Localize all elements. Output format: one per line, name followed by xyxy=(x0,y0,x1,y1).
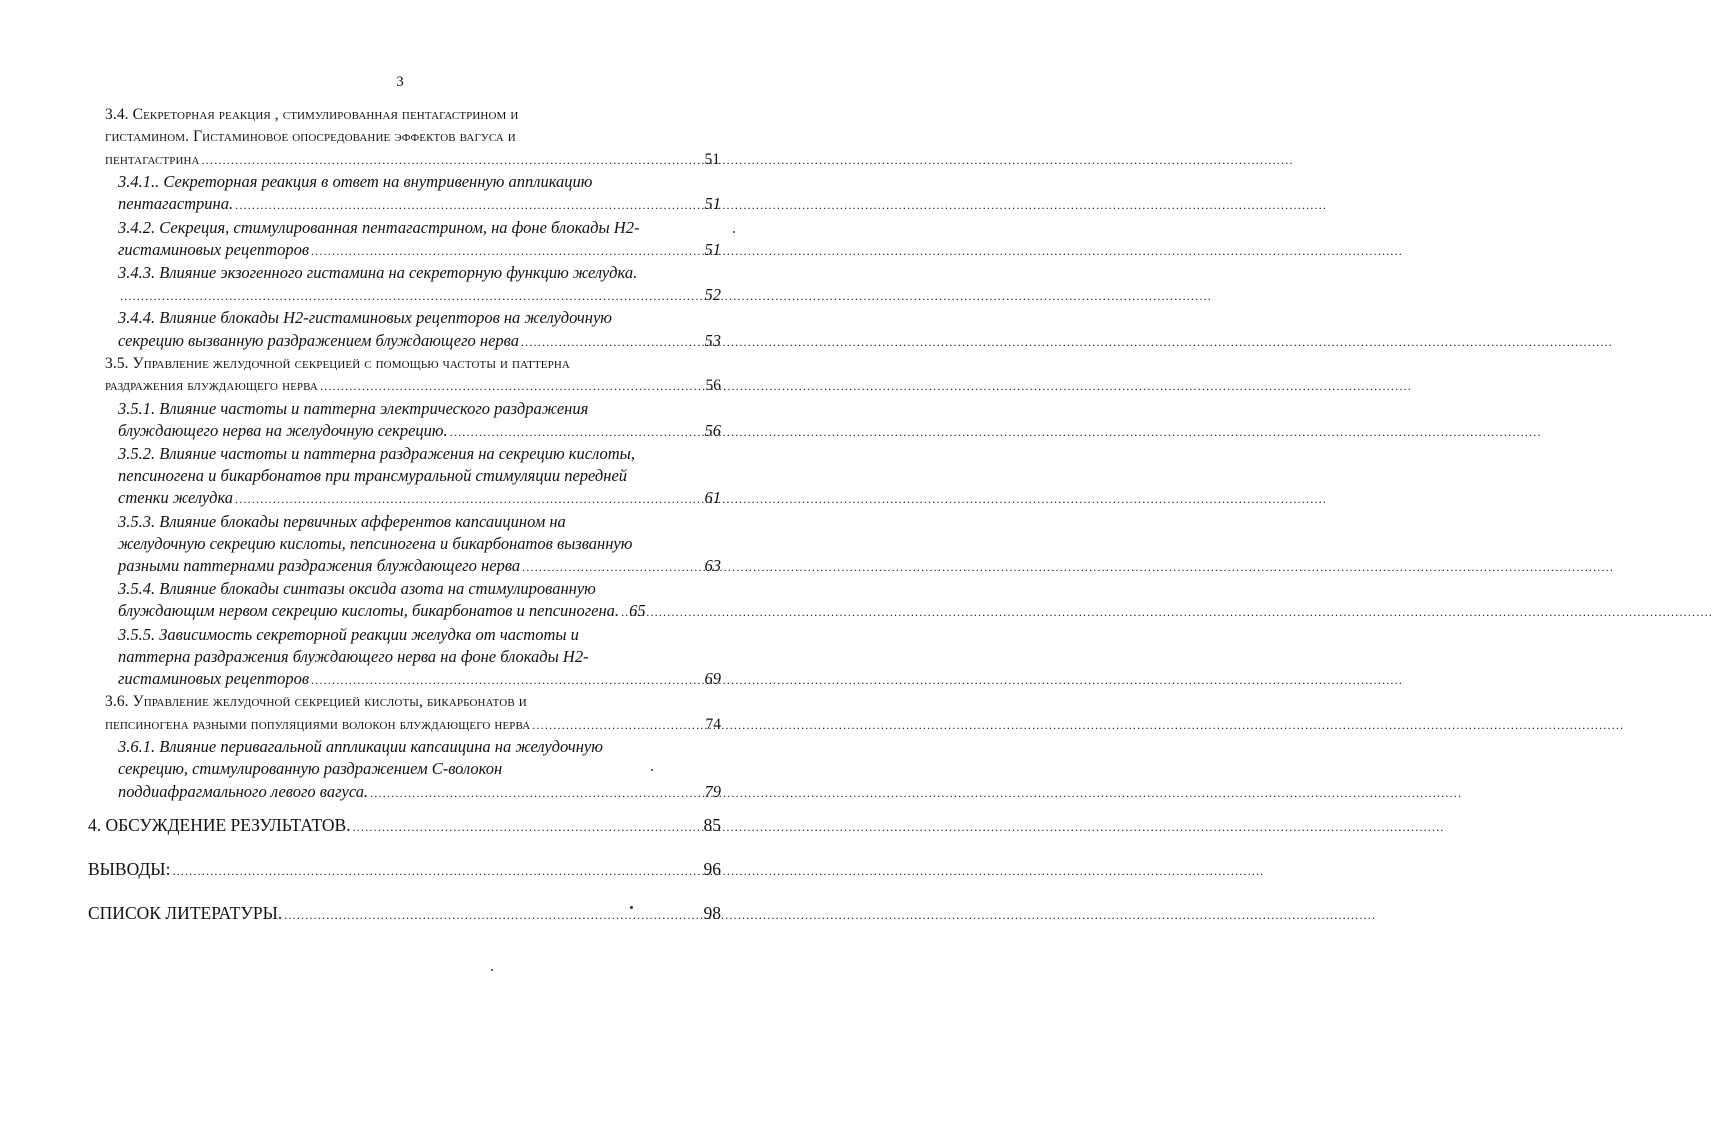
toc-entry-text: секрецию, стимулированную раздражением С-волокон xyxy=(118,759,503,779)
scan-speck xyxy=(651,769,653,771)
toc-entry-text: пентагастрина xyxy=(105,150,200,168)
toc-entry-text: СПИСОК ЛИТЕРАТУРЫ. xyxy=(88,903,283,924)
toc-page-number: 56 xyxy=(705,377,721,395)
toc-entry-text: 3.6. Управление желудочной секрецией кислоты, бикарбонатов и xyxy=(105,693,527,711)
dot-leader xyxy=(450,421,703,443)
scan-speck xyxy=(491,969,493,971)
dot-leader xyxy=(172,860,701,882)
toc-entry-text: гистамином. Гистаминовое опосредование эффектов вагуса и xyxy=(105,128,516,146)
toc-entry-3-4[interactable] xyxy=(105,104,720,171)
toc-entry-3-5[interactable] xyxy=(105,353,721,398)
toc-entry-4[interactable] xyxy=(88,814,721,838)
toc-page-number: 79 xyxy=(704,781,721,801)
toc-entry-text: ВЫВОДЫ: xyxy=(88,858,171,879)
toc-entry-3-6[interactable] xyxy=(105,691,721,736)
toc-entry-text: раздражения блуждающего нерва xyxy=(105,377,318,395)
toc-entry-text: 3.5.1. Влияние частоты и паттерна электрического раздражения xyxy=(118,398,589,418)
toc-entry-3-4-3[interactable] xyxy=(118,262,721,307)
toc-entry-text: 3.5.5. Зависимость секреторной реакции желудка от частоты и xyxy=(118,624,579,644)
toc-entry-3-5-5[interactable] xyxy=(118,624,721,692)
toc-entry-3-5-2[interactable] xyxy=(118,443,721,511)
toc-entry-text: 3.5.3. Влияние блокады первичных афферентов капсаицином на xyxy=(118,511,566,531)
toc-page-number: 51 xyxy=(704,239,721,259)
toc-entry-text: 3.4. Секреторная реакция , стимулированная пентагастрином и xyxy=(105,106,519,123)
toc-entry-3-4-2[interactable] xyxy=(118,217,721,262)
scan-speck xyxy=(733,231,735,233)
toc-entry-references[interactable] xyxy=(88,902,721,926)
dot-leader xyxy=(311,669,702,691)
dot-leader xyxy=(311,240,702,262)
toc-entry-text: 3.4.2. Секреция, стимулированная пентагастрином, на фоне блокады Н2- xyxy=(118,217,640,237)
dot-leader xyxy=(521,331,703,353)
toc-entry-text: 4. ОБСУЖДЕНИЕ РЕЗУЛЬТАТОВ. xyxy=(88,814,351,835)
dot-leader xyxy=(621,601,627,623)
toc-entry-text: 3.5. Управление желудочной секрецией с помощью частоты и паттерна xyxy=(105,354,570,372)
toc-page-number: 69 xyxy=(704,669,721,689)
toc-page-number: 52 xyxy=(704,285,721,305)
toc-page-number: 51 xyxy=(704,194,721,214)
toc-entry-text: гистаминовых рецепторов xyxy=(118,239,310,259)
toc-page-number: 61 xyxy=(704,488,721,508)
toc-entry-text: разными паттернами раздражения блуждающего нерва xyxy=(118,556,521,576)
toc-entry-3-4-4[interactable] xyxy=(118,307,721,352)
toc-page-number: 98 xyxy=(703,903,721,924)
dot-leader xyxy=(522,556,702,578)
toc-entry-3-5-3[interactable] xyxy=(118,511,721,579)
dot-leader xyxy=(235,488,702,510)
toc-entry-text: 3.5.4. Влияние блокады синтазы оксида азота на стимулированную xyxy=(118,579,596,599)
dot-leader xyxy=(532,714,703,736)
toc-entry-conclusions[interactable] xyxy=(88,858,721,882)
toc-entry-text: 3.5.2. Влияние частоты и паттерна раздражения на секрецию кислоты, xyxy=(118,444,635,464)
toc-entry-3-5-1[interactable] xyxy=(118,398,721,443)
toc-page-number: 51 xyxy=(704,150,720,168)
toc-entry-3-5-4[interactable] xyxy=(118,578,721,623)
toc-entry-text: пентагастрина. xyxy=(118,194,234,214)
toc-entry-text: блуждающим нервом секрецию кислоты, бикарбонатов и пепсиногена. xyxy=(118,601,620,621)
dot-leader xyxy=(370,782,702,804)
toc-entry-text: 3.6.1. Влияние перивагальной аппликации капсаицина на желудочную xyxy=(118,737,603,757)
toc-entry-text: желудочную секрецию кислоты, пепсиногена и бикарбонатов вызванную xyxy=(118,533,633,553)
dot-leader xyxy=(235,194,702,216)
toc-page-number: 65 xyxy=(629,601,646,621)
toc-entry-text: секрецию вызванную раздражением блуждающего нерва xyxy=(118,330,519,350)
toc-entry-3-6-1[interactable] xyxy=(118,736,721,804)
dot-leader xyxy=(120,285,703,307)
page-number: 3 xyxy=(396,74,404,90)
dot-leader xyxy=(284,904,701,926)
toc-entry-text: стенки желудка xyxy=(118,488,234,508)
toc-page-number: 53 xyxy=(704,330,721,350)
toc-entry-text: пепсиногена и бикарбонатов при трансмуральной стимуляции передней xyxy=(118,466,628,486)
dot-leader xyxy=(202,149,703,171)
toc-entry-text: 3.4.1.. Секреторная реакция в ответ на внутривенную аппликацию xyxy=(118,172,593,192)
toc-entry-text: паттерна раздражения блуждающего нерва на фоне блокады Н2- xyxy=(118,646,589,666)
scan-speck xyxy=(630,906,633,909)
toc-entry-text: блуждающего нерва на желудочную секрецию. xyxy=(118,420,448,440)
toc-page-number: 85 xyxy=(703,814,721,835)
toc-entry-text: 3.4.3. Влияние экзогенного гистамина на секреторную функцию желудка. xyxy=(118,263,638,283)
toc-entry-text: пепсиногена разными популяциями волокон блуждающего нерва xyxy=(105,715,531,733)
toc-entry-text: гистаминовых рецепторов xyxy=(118,669,310,689)
toc-page-number: 56 xyxy=(704,420,721,440)
toc-page-number: 74 xyxy=(705,715,721,733)
table-of-contents xyxy=(0,104,800,926)
toc-entry-3-4-1[interactable] xyxy=(118,171,721,216)
toc-entry-text: поддиафрагмального левого вагуса. xyxy=(118,781,369,801)
toc-entry-text: 3.4.4. Влияние блокады Н2-гистаминовых рецепторов на желудочную xyxy=(118,308,612,328)
toc-page-number: 96 xyxy=(703,858,721,879)
dot-leader xyxy=(320,375,704,397)
toc-page-number: 63 xyxy=(704,556,721,576)
dot-leader xyxy=(353,816,702,838)
